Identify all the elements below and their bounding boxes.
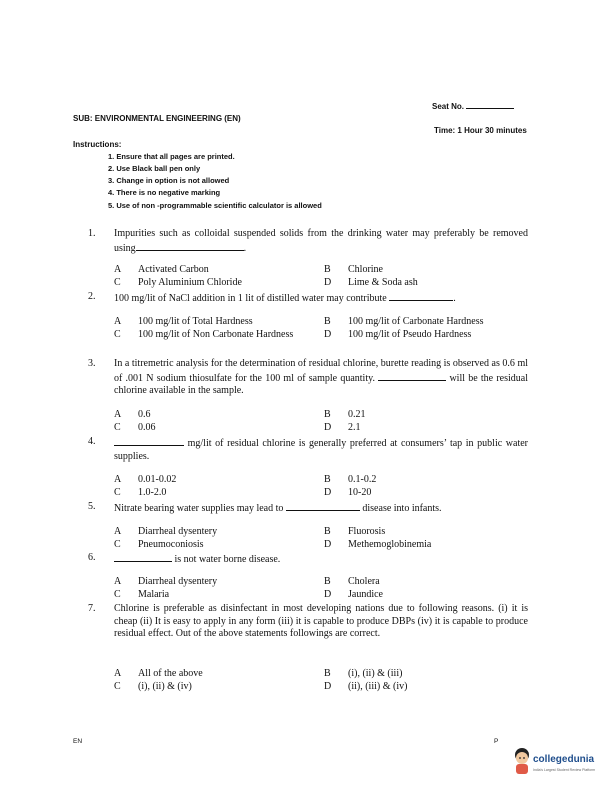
option-letter: A bbox=[114, 409, 122, 420]
question-text-part: In a titremetric analysis for the determination of residual chlorine, burette reading is observed as 0.6 ml of .001 N sodium thiosulfate for the 100 ml of sample quantity. bbox=[114, 358, 528, 384]
question-text-part: will be the residual chlorine available in the sample. bbox=[114, 372, 528, 396]
option-letter: D bbox=[324, 539, 332, 550]
option-text: (ii), (iii) & (iv) bbox=[348, 681, 408, 692]
option-text: Chlorine bbox=[348, 264, 383, 275]
option bbox=[114, 668, 203, 679]
option-letter: C bbox=[114, 422, 121, 433]
question-text: Chlorine is preferable as disinfectant in most developing nations due to following reasons. (i) it is cheap (ii) It is easy to apply in any form (iii) it is capable to produce DBPs (iv) it is capable to produce residual effect. Out of the above statements followings are correct. bbox=[114, 603, 528, 639]
question-number: 1. bbox=[88, 228, 96, 239]
option-letter: A bbox=[114, 264, 122, 275]
option-letter: C bbox=[114, 681, 121, 692]
option-letter: B bbox=[324, 316, 331, 327]
footer-left: EN bbox=[73, 738, 83, 745]
option-letter: A bbox=[114, 576, 122, 587]
instruction-item: 2. Use Black ball pen only bbox=[108, 164, 201, 173]
option-text: Fluorosis bbox=[348, 526, 386, 537]
logo-tagline: India's Largest Student Review Platform bbox=[533, 768, 596, 772]
option-letter: B bbox=[324, 409, 331, 420]
option-letter: C bbox=[114, 329, 121, 340]
seat-number bbox=[432, 101, 514, 111]
question-text-part: disease into infants. bbox=[362, 503, 442, 514]
option-text: Jaundice bbox=[348, 589, 383, 600]
option-letter: D bbox=[324, 329, 332, 340]
option bbox=[114, 681, 192, 692]
answer-blank bbox=[378, 371, 446, 381]
mascot-face-icon bbox=[516, 752, 528, 764]
option-text: (i), (ii) & (iii) bbox=[348, 668, 403, 679]
option bbox=[114, 526, 217, 537]
answer-blank bbox=[136, 241, 244, 251]
seat-label: Seat No. bbox=[432, 102, 465, 111]
option-letter: D bbox=[324, 487, 332, 498]
logo-wordmark: collegedunia bbox=[533, 754, 595, 765]
option-text: 100 mg/lit of Carbonate Hardness bbox=[348, 316, 484, 327]
question-text-part: Nitrate bearing water supplies may lead to bbox=[114, 503, 284, 514]
option-text: 100 mg/lit of Total Hardness bbox=[138, 316, 253, 327]
option bbox=[114, 474, 176, 485]
subject-title: SUB: ENVIRONMENTAL ENGINEERING (EN) bbox=[73, 114, 241, 123]
mascot-icon bbox=[510, 746, 534, 776]
option bbox=[324, 576, 380, 587]
option-text: (i), (ii) & (iv) bbox=[138, 681, 192, 692]
option-text: 0.06 bbox=[138, 422, 156, 433]
option-letter: A bbox=[114, 316, 122, 327]
instruction-item: 1. Ensure that all pages are printed. bbox=[108, 152, 235, 161]
instructions-title: Instructions: bbox=[73, 140, 122, 149]
option-letter: C bbox=[114, 539, 121, 550]
question-number: 7. bbox=[88, 603, 96, 614]
answer-blank bbox=[114, 552, 172, 562]
question-number: 2. bbox=[88, 291, 96, 302]
question-number: 6. bbox=[88, 552, 96, 563]
footer-right: P bbox=[494, 738, 499, 745]
option bbox=[324, 316, 484, 327]
option-text: Poly Aluminium Chloride bbox=[138, 277, 242, 288]
option-text: Diarrheal dysentery bbox=[138, 576, 218, 587]
option bbox=[324, 264, 383, 275]
answer-blank bbox=[114, 436, 184, 446]
option-text: 10-20 bbox=[348, 487, 372, 498]
option bbox=[114, 316, 253, 327]
question-text-part: mg/lit of residual chlorine is generally preferred at consumers’ tap in public water supplies. bbox=[114, 438, 529, 462]
option bbox=[114, 422, 156, 433]
instruction-item: 5. Use of non -programmable scientific calculator is allowed bbox=[108, 201, 322, 210]
option-letter: A bbox=[114, 526, 122, 537]
option-letter: B bbox=[324, 474, 331, 485]
option bbox=[324, 681, 407, 692]
option-letter: C bbox=[114, 487, 121, 498]
option-text: All of the above bbox=[138, 668, 203, 679]
option bbox=[324, 668, 402, 679]
option bbox=[324, 409, 366, 420]
option-text: 2.1 bbox=[348, 422, 361, 433]
option bbox=[114, 264, 209, 275]
instruction-item: 3. Change in option is not allowed bbox=[108, 176, 230, 185]
option-text: Malaria bbox=[138, 589, 170, 600]
option-letter: D bbox=[324, 422, 332, 433]
question-text-part: is not water borne disease. bbox=[174, 554, 281, 565]
option-letter: B bbox=[324, 264, 331, 275]
question-number: 4. bbox=[88, 436, 96, 447]
option-text: 100 mg/lit of Non Carbonate Hardness bbox=[138, 329, 294, 340]
question-text-part: Impurities such as colloidal suspended solids from the drinking water may preferably be removed using bbox=[114, 228, 528, 254]
option bbox=[324, 589, 383, 600]
option-text: Methemoglobinemia bbox=[348, 539, 432, 550]
option bbox=[114, 589, 169, 600]
option-text: 0.1-0.2 bbox=[348, 474, 377, 485]
option-letter: B bbox=[324, 526, 331, 537]
question-number: 3. bbox=[88, 358, 96, 369]
option-text: Pneumoconiosis bbox=[138, 539, 204, 550]
option bbox=[324, 487, 371, 498]
question-text-part: . bbox=[243, 242, 247, 254]
question-text bbox=[114, 291, 528, 306]
option-text: 1.0-2.0 bbox=[138, 487, 167, 498]
option bbox=[114, 576, 217, 587]
option bbox=[114, 487, 166, 498]
option-letter: D bbox=[324, 681, 332, 692]
option bbox=[114, 329, 318, 342]
mascot-body-icon bbox=[516, 764, 528, 774]
option-text: 0.01-0.02 bbox=[138, 474, 177, 485]
option-letter: C bbox=[114, 277, 121, 288]
option-letter: D bbox=[324, 277, 332, 288]
option bbox=[114, 409, 151, 420]
question-text-part: . bbox=[453, 293, 456, 304]
question-text-part: 100 mg/lit of NaCl addition in 1 lit of distilled water may contribute bbox=[114, 293, 387, 304]
option bbox=[324, 422, 361, 433]
option-text: Cholera bbox=[348, 576, 380, 587]
option-text: Lime & Soda ash bbox=[348, 277, 418, 288]
answer-blank bbox=[286, 501, 360, 511]
option-letter: A bbox=[114, 474, 122, 485]
question-text bbox=[114, 436, 528, 463]
seat-blank bbox=[466, 101, 514, 109]
option bbox=[114, 277, 242, 288]
option bbox=[324, 474, 376, 485]
option-text: 100 mg/lit of Pseudo Hardness bbox=[348, 329, 472, 340]
question-text bbox=[114, 501, 528, 516]
option bbox=[114, 539, 204, 550]
option-letter: A bbox=[114, 668, 122, 679]
option-letter: D bbox=[324, 589, 332, 600]
question-number: 5. bbox=[88, 501, 96, 512]
instruction-item: 4. There is no negative marking bbox=[108, 188, 221, 197]
option bbox=[324, 539, 431, 550]
option-text: Diarrheal dysentery bbox=[138, 526, 218, 537]
exam-time: Time: 1 Hour 30 minutes bbox=[434, 126, 527, 135]
question-text bbox=[114, 228, 528, 255]
option bbox=[324, 277, 418, 288]
option-text: 0.21 bbox=[348, 409, 366, 420]
question-text bbox=[114, 552, 528, 567]
option bbox=[324, 329, 471, 340]
question-text bbox=[114, 358, 528, 398]
answer-blank bbox=[389, 291, 453, 301]
option bbox=[324, 526, 385, 537]
option-text: Activated Carbon bbox=[138, 264, 209, 275]
option-letter: B bbox=[324, 576, 331, 587]
option-letter: C bbox=[114, 589, 121, 600]
option-letter: B bbox=[324, 668, 331, 679]
option-text: 0.6 bbox=[138, 409, 151, 420]
